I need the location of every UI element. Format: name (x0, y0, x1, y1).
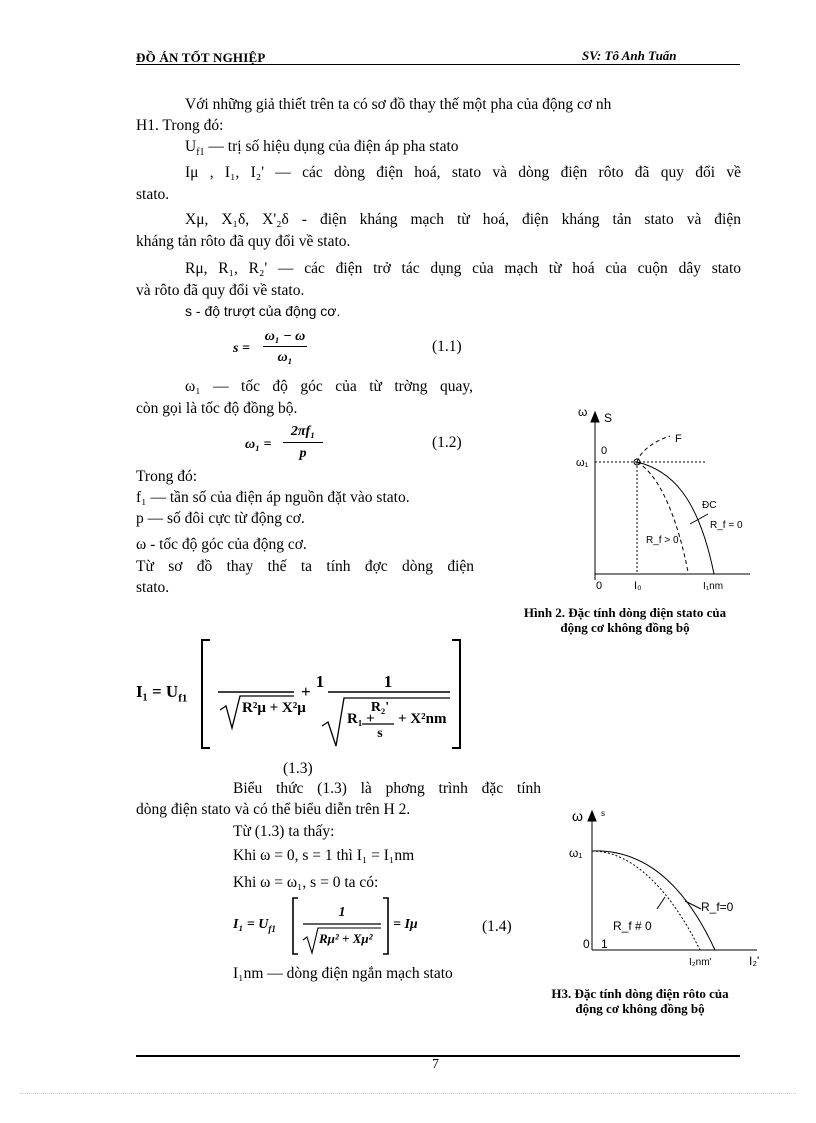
where-line-3: p — số đôi cực từ động cơ. (136, 510, 305, 527)
fig3-caption (515, 986, 765, 1016)
u-symbol: U (185, 138, 197, 155)
fig2-label-DC: ĐC (702, 500, 717, 511)
fig3-x-zero: 0 (583, 937, 590, 951)
fig2-curve-rf-gt0 (637, 462, 688, 572)
eq13-root-a: R²μ + X²μ (242, 700, 306, 716)
eq11-number: (1.1) (432, 338, 462, 355)
header-right: SV: Tô Anh Tuấn (582, 48, 677, 63)
page-bottom-dotted-rule (20, 1093, 796, 1094)
eq12-denominator: p (299, 446, 307, 461)
fig2-label-zero-top: 0 (601, 445, 608, 457)
eq14-one: 1 (338, 905, 346, 920)
b-line-2: dòng điện stato và có thể biểu diễn trên H 2. (136, 801, 411, 818)
eq13-lhs-sub: f1 (178, 692, 188, 705)
fig3-label-rf0: R_f=0 (701, 900, 734, 914)
w1-definition-line-1: ω₁ — tốc độ góc của từ trờng quay, (185, 378, 473, 395)
eq14-lhs-main: I₁ = U (233, 917, 269, 932)
fig3-label-rf-ne0: R_f # 0 (613, 919, 652, 933)
i-definition-line-1: Iμ , I₁, I₂' — các dòng điện hoá, stato và dòng điện rôto đã quy đổi về (185, 164, 741, 181)
fig3-x-I2nm: I₂nm' (689, 957, 712, 968)
eq13-brackets (200, 636, 462, 752)
eq13-plus: + (301, 682, 311, 701)
figure-2 (560, 400, 760, 600)
b-line-3: Từ (1.3) ta thấy: (233, 823, 335, 840)
eq13-r2: R₂' (370, 700, 390, 715)
fig3-caption-line-1: H3. Đặc tính dòng điện rôto của (551, 986, 729, 1001)
intro-line-1: Với những giả thiết trên ta có sơ đồ thay thế một pha của động cơ nh (185, 96, 612, 113)
fig2-label-w1: ω₁ (576, 457, 589, 469)
figure-3 (565, 805, 765, 985)
eq12-numerator: 2πf₁ (290, 424, 316, 439)
fig2-label-F: F (675, 433, 682, 445)
b-line-6: I₁nm — dòng điện ngắn mạch stato (233, 965, 453, 982)
eq13-one-a: 1 (315, 672, 325, 691)
header-left: ĐỒ ÁN TỐT NGHIỆP (136, 50, 266, 65)
fig2-y-s: S (604, 411, 613, 425)
eq13 (136, 636, 466, 756)
fig2-caption (470, 605, 780, 635)
x-definition-line-1: Xμ, X₁δ, X'₂δ - điện kháng mạch từ hoá, điện kháng tản stato và điện (185, 211, 741, 228)
fig2-curve-rf0 (637, 462, 717, 574)
fig2-x-I1nm: I₁nm (703, 581, 724, 592)
eq13-number: (1.3) (283, 760, 313, 777)
fig2-y-omega: ω (578, 405, 588, 419)
fig3-y-arrow (588, 811, 596, 821)
w1-definition-line-2: còn gọi là tốc độ đồng bộ. (136, 400, 298, 417)
fig3-caption-line-2: động cơ không đồng bộ (575, 1001, 705, 1016)
eq14-lhs-sub: f1 (268, 923, 276, 934)
fig3-y-omega: ω (572, 808, 583, 824)
eq11-fraction-bar (263, 346, 307, 347)
eq14-root: Rμ² + Xμ² (319, 931, 373, 946)
eq13-lhs-main: I₁ = U (136, 682, 179, 701)
i-definition-line-2: stato. (136, 186, 170, 203)
eq13-one-b: 1 (383, 672, 393, 691)
eq11-numerator: ω₁ − ω (264, 329, 306, 344)
b-line-1: Biểu thức (1.3) là phơng trình đặc tính (233, 780, 541, 797)
where-line-5: Từ sơ đồ thay thế ta tính đợc dòng điện (136, 558, 474, 575)
eq14-number: (1.4) (482, 918, 512, 935)
fig3-rfne0-leader (657, 897, 665, 909)
eq12-fraction-bar (283, 442, 323, 443)
fig3-rf0-leader (685, 901, 701, 909)
u-subscript: f1 (196, 147, 205, 159)
slip-definition: s - độ trượt của động cơ. (185, 303, 341, 319)
eq14-lhs (233, 917, 276, 934)
fig2-x-zero: 0 (596, 580, 603, 592)
fig2-y-arrow (591, 412, 599, 422)
eq13-s: s (377, 726, 383, 741)
fig2-curve-F (637, 436, 670, 462)
fig2-caption-line-1: Hình 2. Đặc tính dòng điện stato của (523, 605, 727, 620)
where-line-1: Trong đó: (136, 468, 198, 485)
eq11-lhs: s = (233, 341, 250, 356)
intro-line-2: H1. Trong đó: (136, 117, 224, 134)
eq14 (233, 895, 473, 957)
eq11-denominator: ω₁ (277, 350, 293, 365)
u-desc: — trị số hiệu dụng của điện áp pha stato (204, 138, 459, 155)
eq12-number: (1.2) (432, 434, 462, 451)
eq13-root-b2: + X²nm (398, 711, 447, 727)
fig3-y-s: s (601, 809, 605, 818)
x-definition-line-2: kháng tản rôto đã quy đổi về stato. (136, 233, 351, 250)
fig3-label-w1: ω₁ (569, 846, 583, 860)
fig2-x-I0: I₀ (634, 580, 642, 592)
eq13-root-b1: R₁ + (347, 711, 375, 727)
eq14-rhs: = Iμ (393, 917, 418, 932)
fig2-label-rf0: R_f = 0 (710, 520, 743, 531)
eq12-lhs: ω₁ = (245, 437, 272, 452)
fig3-x-one: 1 (601, 937, 608, 951)
fig2-label-rf-gt0: R_f > 0 (646, 535, 679, 546)
where-line-6: stato. (136, 579, 170, 596)
fig3-curve-rf0 (592, 851, 715, 950)
where-line-4: ω - tốc độ góc của động cơ. (136, 536, 307, 553)
r-definition-line-1: Rμ, R₁, R₂' — các điện trở tác dụng của mạch từ hoá của cuộn dây stato (185, 260, 741, 277)
fig3-curve-rf-ne0 (592, 851, 700, 950)
b-line-4: Khi ω = 0, s = 1 thì I₁ = I₁nm (233, 847, 415, 864)
b-line-5: Khi ω = ω₁, s = 0 ta có: (233, 874, 379, 891)
eq13-lhs (136, 682, 187, 704)
header-rule (136, 64, 740, 65)
u-definition (185, 138, 459, 158)
r-definition-line-2: và rôto đã quy đổi về stato. (136, 282, 305, 299)
page-number: 7 (432, 1057, 439, 1072)
fig3-x-I2: I₂' (749, 954, 760, 968)
fig2-caption-line-2: động cơ không đồng bộ (560, 620, 690, 635)
where-line-2: f₁ — tần số của điện áp nguồn đặt vào stato. (136, 489, 410, 506)
